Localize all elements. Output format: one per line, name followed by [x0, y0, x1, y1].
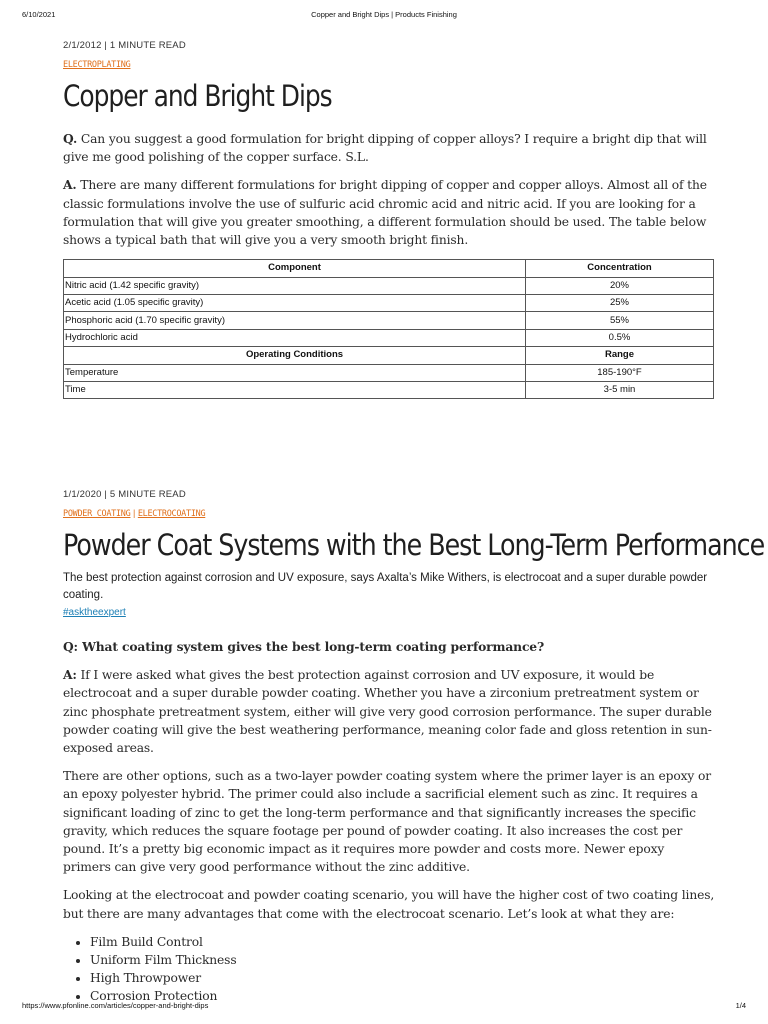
table-header-row [64, 260, 714, 277]
table-subheader-row [64, 347, 714, 364]
table-row [64, 295, 714, 312]
answer-label: A: [63, 667, 77, 683]
table-cell: 0.5% [526, 329, 714, 346]
table-cell: Time [64, 381, 526, 398]
question-text: Q: What coating system gives the best long-term coating performance? [63, 639, 545, 654]
table-header-cell: Component [64, 260, 526, 277]
table-row [64, 381, 714, 398]
tag-list [63, 508, 715, 519]
table-cell: 3-5 min [526, 381, 714, 398]
tag-separator: | [132, 508, 136, 518]
question-paragraph [63, 638, 715, 656]
table-cell: Nitric acid (1.42 specific gravity) [64, 277, 526, 294]
print-url: https://www.pfonline.com/articles/copper-and-bright-dips [22, 1001, 209, 1010]
tag-link-electrocoating[interactable]: ELECTROCOATING [137, 509, 206, 519]
answer-paragraph [63, 666, 715, 757]
article-body [63, 130, 715, 249]
print-doc-title: Copper and Bright Dips | Products Finishing [311, 10, 457, 19]
print-header [22, 10, 746, 22]
print-date: 6/10/2021 [22, 10, 56, 19]
list-item: • High Throwpower [90, 969, 715, 987]
table-cell: 185-190°F [526, 364, 714, 381]
table-cell: 25% [526, 295, 714, 312]
tag-link-electroplating[interactable]: ELECTROPLATING [63, 60, 131, 70]
advantages-list [63, 933, 715, 1006]
answer-paragraph [63, 176, 715, 249]
hashtag-link[interactable]: #asktheexpert [63, 607, 126, 618]
question-text: Can you suggest a good formulation for bright dipping of copper alloys? I require a bright dip that will give me good polishing of the copper surface. S.L. [63, 132, 707, 165]
table-row [64, 329, 714, 346]
answer-label: A. [63, 177, 77, 193]
article-title: Copper and Bright Dips [63, 79, 332, 113]
bright-dip-table [63, 259, 714, 399]
table-cell: 55% [526, 312, 714, 329]
list-item: • Uniform Film Thickness [90, 951, 715, 969]
article-title: Powder Coat Systems with the Best Long-Term Performance [63, 528, 765, 562]
list-item: • Corrosion Protection [90, 987, 715, 1005]
table-cell: Phosphoric acid (1.70 specific gravity) [64, 312, 526, 329]
table-row [64, 277, 714, 294]
tag-link-powder-coating[interactable]: POWDER COATING [63, 509, 131, 519]
table-row [64, 312, 714, 329]
table-row [64, 364, 714, 381]
table-cell: Temperature [64, 364, 526, 381]
body-paragraph: There are other options, such as a two-layer powder coating system where the primer layer is an epoxy or an epoxy polyester hybrid. The primer could also include a sacrificial element such as zinc. It requires a significant loading of zinc to get the long-term performance and that significantly increases the specific gravity, which reduces the square footage per pound of powder coating. It also increases the cost per pound. It’s a pretty big economic impact as it requires more powder and costs more. Newer epoxy primers can give very good performance without the zinc additive. [63, 769, 711, 875]
question-paragraph [63, 130, 715, 166]
article-copper-bright-dips [63, 40, 715, 399]
table-subheader-cell: Operating Conditions [64, 347, 526, 364]
body-paragraph: Looking at the electrocoat and powder coating scenario, you will have the higher cost of two coating lines, but there are many advantages that come with the electrocoat scenario. Let’s look at what they are: [63, 888, 715, 921]
question-label: Q. [63, 131, 78, 146]
article-meta: 2/1/2012 | 1 MINUTE READ [63, 40, 186, 51]
answer-text: There are many different formulations for bright dipping of copper and copper alloys. Almost all of the classic formulations involve the use of sulfuric acid chromic acid and nitric acid. If you are looking for a formulation that will give you greater smoothing, a different formulation should be used. The table below shows a typical bath that will give you a very smooth bright finish. [63, 178, 707, 248]
list-item: • Film Build Control [90, 933, 715, 951]
hashtag-line [63, 604, 715, 619]
table-cell: Hydrochloric acid [64, 329, 526, 346]
article-intro: The best protection against corrosion and UV exposure, says Axalta’s Mike Withers, is electrocoat and a super durable powder coating. [63, 572, 708, 601]
answer-text: If I were asked what gives the best protection against corrosion and UV exposure, it would be electrocoat and a super durable powder coating. Whether you have a zirconium pretreatment system or zinc phosphate pretreatment system, either will give very good corrosion performance. The super durable powder coating will give the best weathering performance, meaning color fade and gloss retention in sun-exposed areas. [63, 668, 712, 756]
table-subheader-cell: Range [526, 347, 714, 364]
table-cell: Acetic acid (1.05 specific gravity) [64, 295, 526, 312]
print-footer [22, 1001, 746, 1013]
page-number: 1/4 [735, 1001, 746, 1010]
article-body [63, 638, 715, 1006]
table-header-cell: Concentration [526, 260, 714, 277]
table-cell: 20% [526, 277, 714, 294]
article-meta: 1/1/2020 | 5 MINUTE READ [63, 489, 186, 500]
tag-list [63, 59, 715, 70]
